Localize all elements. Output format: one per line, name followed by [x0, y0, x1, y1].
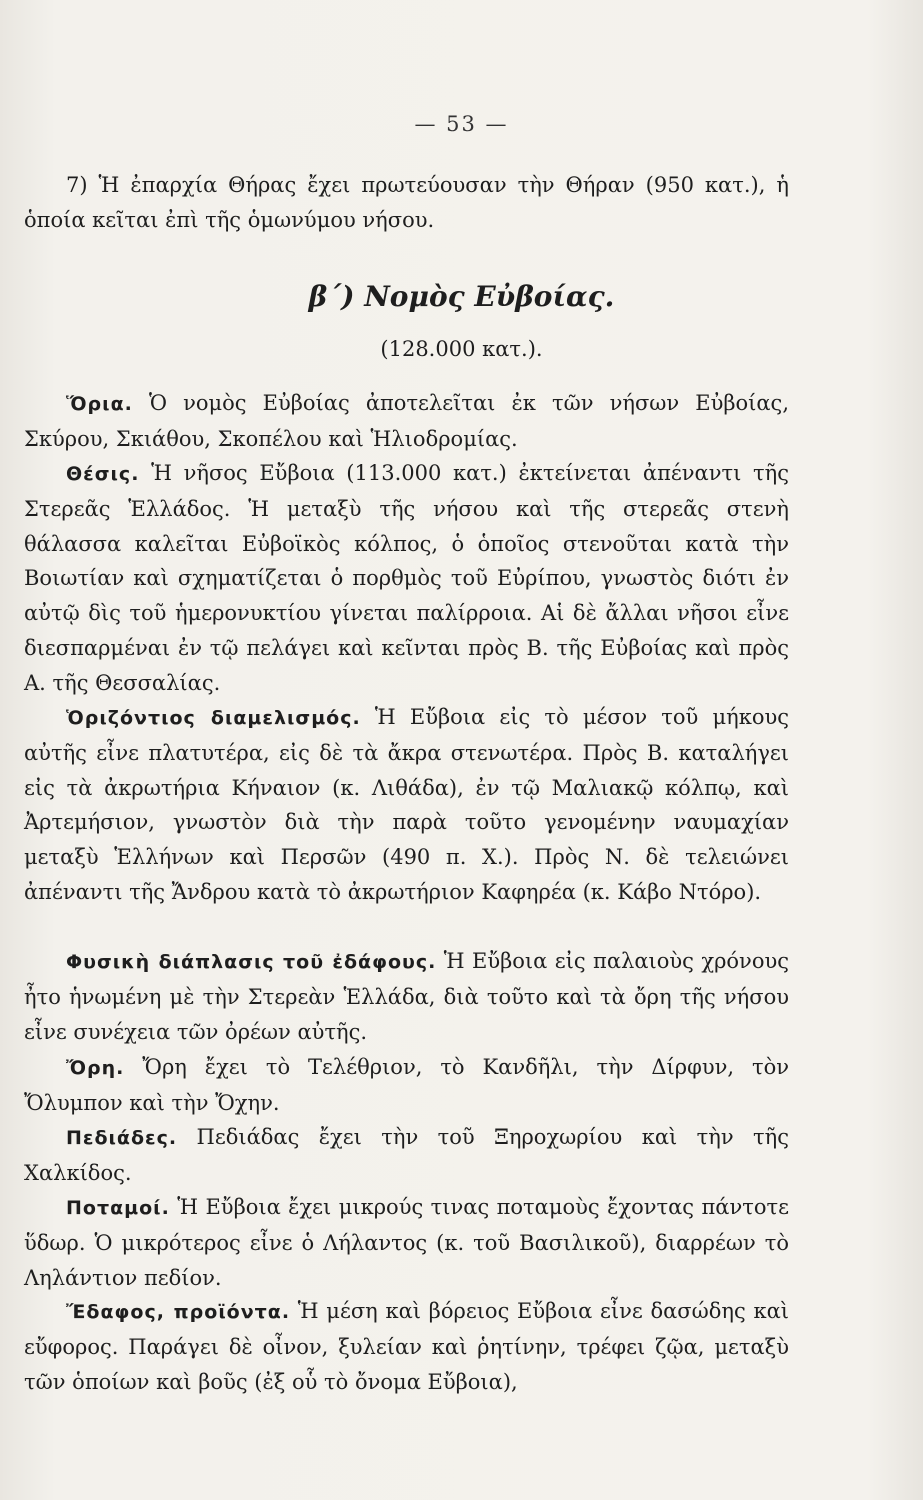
paragraph-text: Ὄρη ἔχει τὸ Τελέθριον, τὸ Κανδῆλι, τὴν Δίρφυν, τὸν Ὄλυμπον καὶ τὴν Ὄχην.	[24, 1055, 789, 1115]
paragraph-text: Πεδιάδας ἔχει τὴν τοῦ Ξηροχωρίου καὶ τὴν τῆς Χαλκίδος.	[24, 1125, 789, 1185]
paragraph-thesis	[24, 456, 789, 701]
paragraph-text: Ἡ Εὔβοια ἔχει μικρούς τινας ποταμοὺς ἔχοντας πάντοτε ὕδωρ. Ὁ μικρότερος εἶνε ὁ Λήλαντος (κ. τοῦ Βασιλικοῦ), διαρρέων τὸ Ληλάντιον πεδίον.	[24, 1195, 789, 1290]
paragraph-physical-relief	[24, 944, 789, 1049]
section-title: β΄) Νομὸς Εὐβοίας.	[308, 280, 615, 313]
paragraph-horizontal-division	[24, 700, 789, 910]
paragraph-rivers	[24, 1190, 789, 1295]
paragraph-heading: Ὄρη.	[66, 1057, 125, 1079]
paragraph-heading: Θέσις.	[66, 463, 140, 485]
paragraph-text: Ἡ Εὔβοια εἰς παλαιοὺς χρόνους ἦτο ἡνωμένη μὲ τὴν Στερεὰν Ἑλλάδα, διὰ τοῦτο καὶ τὰ ὄρη τῆς νήσου εἶνε συνέχεια τῶν ὀρέων αὐτῆς.	[24, 949, 789, 1044]
paragraph-mountains	[24, 1050, 789, 1121]
paragraph-heading: Ἔδαφος, προϊόντα.	[66, 1301, 291, 1323]
paragraph-text: Ἡ Εὔβοια εἰς τὸ μέσον τοῦ μήκους αὐτῆς εἶνε πλατυτέρα, εἰς δὲ τὰ ἄκρα στενωτέρα. Πρὸς Β. καταλήγει εἰς τὰ ἀκρωτήρια Κήναιον (κ. Λιθάδα), ἐν τῷ Μαλιακῷ κόλπῳ, καὶ Ἀρτεμήσιον, γνωστὸν διὰ τὴν παρὰ τοῦτο γενομένην ναυμαχίαν μεταξὺ Ἑλλήνων καὶ Περσῶν (490 π. Χ.). Πρὸς Ν. δὲ τελειώνει ἀπέναντι τῆς Ἄνδρου κατὰ τὸ ἀκρωτήριον Καφηρέα (κ. Κάβο Ντόρο).	[24, 705, 789, 904]
paragraph-text: Ἡ νῆσος Εὔβοια (113.000 κατ.) ἐκτείνεται ἀπέναντι τῆς Στερεᾶς Ἑλλάδος. Ἡ μεταξὺ τῆς νήσου καὶ τῆς στερεᾶς στενὴ θάλασσα καλεῖται Εὐβοϊκὸς κόλπος, ὁ ὁποῖος στενοῦται κατὰ τὴν Βοιωτίαν καὶ σχηματίζεται ὁ πορθμὸς τοῦ Εὐρίπου, γνωστὸς διότι ἐν αὐτῷ δὶς τοῦ ἡμερονυκτίου γίνεται παλίρροια. Αἱ δὲ ἄλλαι νῆσοι εἶνε διεσπαρμέναι ἐν τῷ πελάγει καὶ κεῖνται πρὸς Β. τῆς Εὐβοίας καὶ πρὸς Α. τῆς Θεσσαλίας.	[24, 461, 789, 695]
paragraph-thira	[24, 168, 789, 238]
paragraph-text: Ὁ νομὸς Εὐβοίας ἀποτελεῖται ἐκ τῶν νήσων Εὐβοίας, Σκύρου, Σκιάθου, Σκοπέλου καὶ Ἡλιοδρομίας.	[24, 391, 789, 451]
paragraph-heading: Ὁριζόντιος διαμελισμός.	[66, 707, 361, 729]
paragraph-oria	[24, 386, 789, 457]
paragraph-plains	[24, 1120, 789, 1191]
paragraph-heading: Ὅρια.	[66, 393, 133, 415]
paragraph-text: 7) Ἡ ἐπαρχία Θήρας ἔχει πρωτεύουσαν τὴν Θήραν (950 κατ.), ἡ ὁποία κεῖται ἐπὶ τῆς ὁμωνύμου νήσου.	[24, 173, 789, 232]
paragraph-heading: Φυσικὴ διάπλασις τοῦ ἐδάφους.	[66, 951, 437, 973]
paragraph-heading: Πεδιάδες.	[66, 1127, 178, 1149]
page-number: — 53 —	[414, 112, 509, 136]
paragraph-soil-products	[24, 1294, 789, 1399]
paragraph-text: Ἡ μέση καὶ βόρειος Εὔβοια εἶνε δασώδης καὶ εὔφορος. Παράγει δὲ οἶνον, ξυλείαν καὶ ῥητίνην, τρέφει ζῷα, μεταξὺ τῶν ὁποίων καὶ βοῦς (ἐξ οὗ τὸ ὄνομα Εὔβοια),	[24, 1299, 789, 1394]
section-population: (128.000 κατ.).	[380, 337, 543, 361]
paragraph-heading: Ποταμοί.	[66, 1197, 170, 1219]
